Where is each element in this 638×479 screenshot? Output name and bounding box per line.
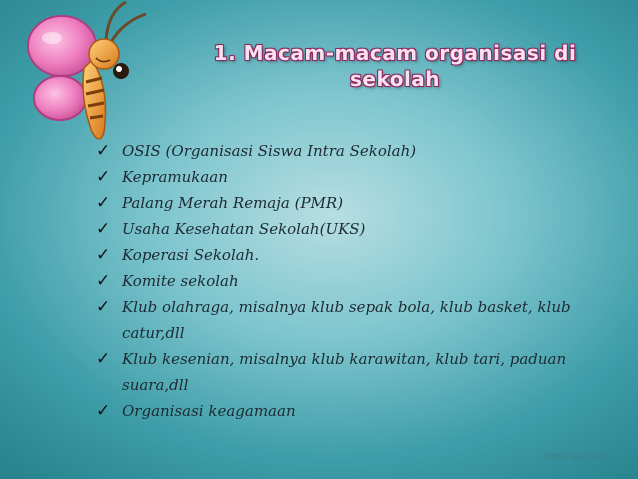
- list-item: [96, 294, 586, 346]
- list-item: [96, 398, 586, 424]
- slide-title: [160, 40, 630, 92]
- list-item: [96, 242, 586, 268]
- list-item: [96, 190, 586, 216]
- watermark: BibleClipart.net: [543, 452, 606, 461]
- checkmark-icon: ✓: [96, 193, 111, 213]
- list-item-text: Komite sekolah: [122, 272, 239, 290]
- checkmark-icon: ✓: [96, 245, 111, 265]
- list-item-continuation: suara,dll: [122, 376, 189, 394]
- checkmark-icon: ✓: [96, 219, 111, 239]
- checkmark-icon: ✓: [96, 167, 111, 187]
- list-item: [96, 268, 586, 294]
- checkmark-icon: ✓: [96, 349, 111, 369]
- list-item-text: Palang Merah Remaja (PMR): [122, 194, 344, 212]
- list-item-text: Organisasi keagamaan: [122, 402, 296, 420]
- list-item-text: Klub olahraga, misalnya klub sepak bola, klub basket, klub: [122, 298, 571, 316]
- butterfly-icon: [22, 0, 172, 160]
- list-item: [96, 164, 586, 190]
- list-item-continuation: catur,dll: [122, 324, 185, 342]
- list-item: [96, 346, 586, 398]
- checkmark-icon: ✓: [96, 401, 111, 421]
- list-item-text: OSIS (Organisasi Siswa Intra Sekolah): [122, 142, 417, 160]
- checkmark-icon: ✓: [96, 271, 111, 291]
- list-item-text: Kepramukaan: [122, 168, 228, 186]
- list-item-text: Koperasi Sekolah.: [122, 246, 260, 264]
- checkmark-icon: ✓: [96, 297, 111, 317]
- title-line-2: sekolah: [349, 67, 441, 91]
- list-item-text: Klub kesenian, misalnya klub karawitan, klub tari, paduan: [122, 350, 567, 368]
- checkmark-icon: ✓: [96, 141, 111, 161]
- list-item: [96, 216, 586, 242]
- list-item: [96, 138, 586, 164]
- list-item-text: Usaha Kesehatan Sekolah(UKS): [122, 220, 366, 238]
- title-line-1: 1. Macam-macam organisasi di: [213, 41, 577, 65]
- organization-list: [96, 138, 586, 424]
